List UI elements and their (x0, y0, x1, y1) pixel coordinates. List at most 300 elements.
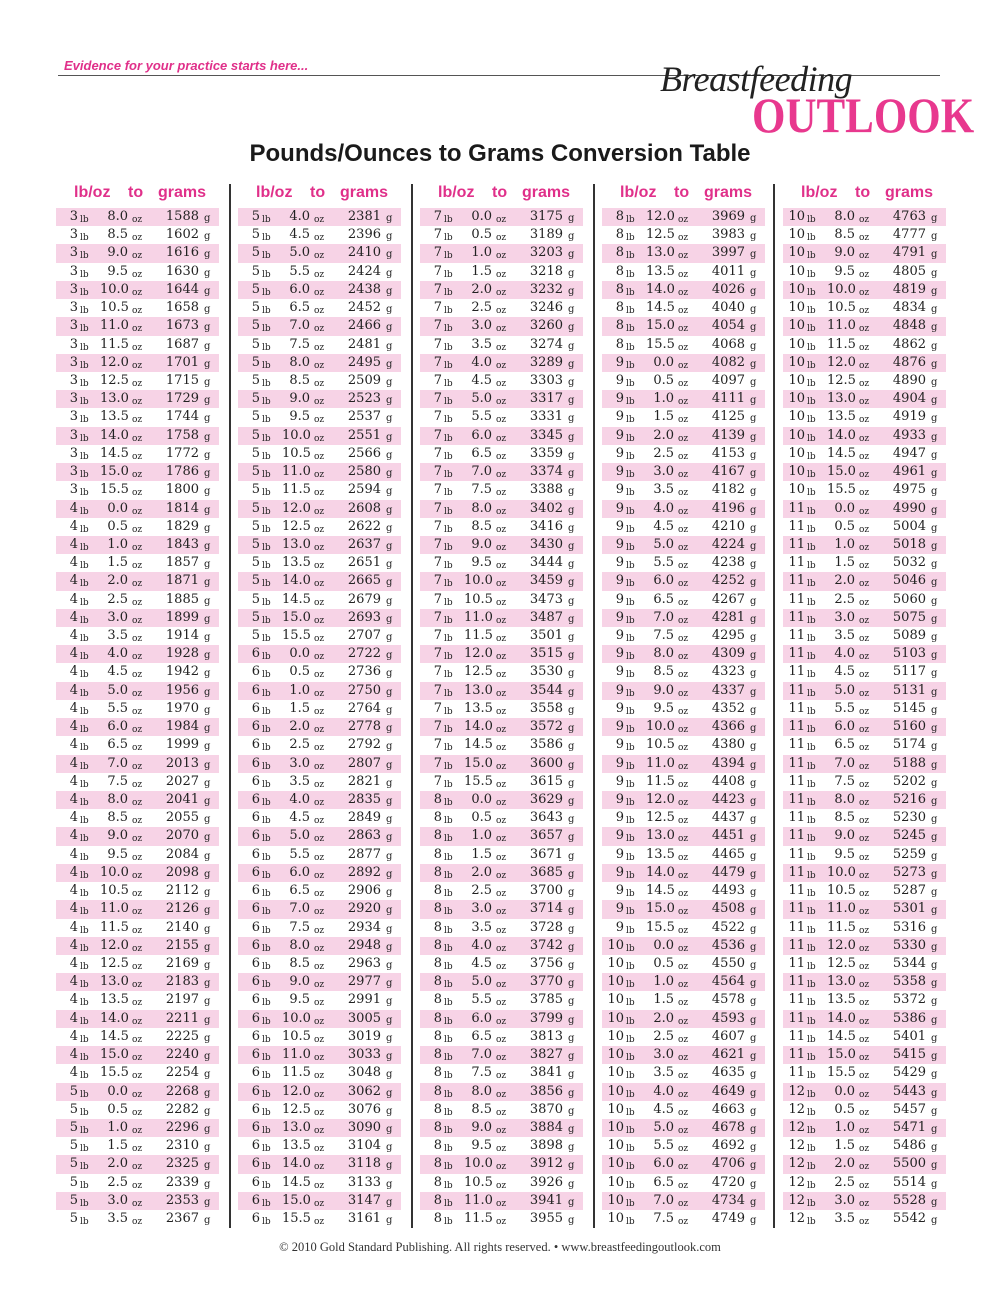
gram-unit: g (568, 486, 575, 498)
pound-value: 3 (69, 372, 78, 388)
table-row (602, 1046, 765, 1064)
pound-unit: lb (444, 725, 453, 736)
pound-unit: lb (807, 542, 816, 553)
ounce-value: 12.0 (646, 209, 675, 224)
ounce-value: 9.0 (289, 974, 310, 990)
header-grams: grams (158, 184, 207, 201)
pound-unit: lb (807, 415, 816, 426)
pound-value: 4 (69, 646, 78, 662)
gram-value: 4862 (892, 336, 926, 352)
gram-unit: g (750, 814, 757, 826)
pound-unit: lb (626, 1162, 635, 1173)
pound-value: 9 (615, 919, 624, 935)
gram-value: 3756 (529, 955, 563, 971)
ounce-value: 0.0 (834, 500, 855, 516)
ounce-value: 2.0 (834, 573, 855, 589)
pound-value: 8 (615, 336, 624, 352)
pound-unit: lb (444, 306, 453, 317)
gram-unit: g (386, 613, 393, 625)
gram-value: 2693 (347, 609, 381, 625)
ounce-unit: oz (678, 360, 689, 371)
pound-value: 3 (69, 300, 78, 316)
ounce-unit: oz (859, 324, 870, 335)
gram-unit: g (204, 358, 211, 370)
ounce-unit: oz (859, 852, 870, 863)
gram-unit: g (568, 267, 575, 279)
pound-unit: lb (80, 397, 89, 408)
gram-unit: g (931, 923, 938, 935)
pound-value: 7 (433, 682, 442, 698)
gram-value: 2537 (347, 409, 381, 425)
table-row (783, 955, 946, 973)
pound-value: 11 (788, 646, 805, 662)
pound-unit: lb (626, 324, 635, 335)
ounce-unit: oz (314, 1125, 325, 1136)
gram-value: 3118 (347, 1156, 381, 1172)
pound-value: 6 (251, 773, 260, 789)
gram-value: 3359 (529, 445, 563, 461)
pound-value: 6 (251, 1119, 260, 1135)
pound-value: 5 (251, 336, 260, 352)
ounce-unit: oz (859, 834, 870, 845)
pound-value: 5 (251, 536, 260, 552)
gram-value: 4408 (711, 773, 745, 789)
gram-value: 1715 (165, 372, 199, 388)
table-row (56, 755, 219, 773)
ounce-value: 8.5 (471, 518, 492, 534)
header-to: to (128, 184, 144, 201)
gram-value: 2027 (165, 773, 199, 789)
ounce-value: 8.0 (289, 354, 310, 370)
gram-unit: g (750, 978, 757, 990)
ounce-unit: oz (314, 1162, 325, 1173)
ounce-value: 0.0 (471, 792, 492, 807)
gram-value: 2155 (165, 937, 199, 953)
gram-value: 2920 (347, 901, 381, 917)
table-row (783, 645, 946, 663)
table-row (602, 809, 765, 827)
pound-value: 10 (788, 482, 805, 498)
pound-unit: lb (444, 1071, 453, 1082)
gram-unit: g (386, 249, 393, 261)
gram-unit: g (568, 814, 575, 826)
gram-unit: g (386, 1160, 393, 1172)
gram-value: 4026 (711, 281, 745, 297)
ounce-unit: oz (859, 1016, 870, 1027)
gram-unit: g (568, 577, 575, 589)
ounce-unit: oz (132, 488, 143, 499)
ounce-unit: oz (496, 524, 507, 535)
ounce-value: 11.0 (100, 318, 129, 334)
ounce-value: 10.0 (827, 281, 856, 297)
ounce-value: 15.5 (282, 628, 311, 644)
table-row (420, 1192, 583, 1210)
ounce-unit: oz (678, 907, 689, 918)
pound-unit: lb (80, 215, 89, 225)
gram-unit: g (750, 668, 757, 680)
gram-unit: g (931, 304, 938, 316)
gram-value: 4337 (711, 682, 745, 698)
pound-value: 4 (69, 719, 78, 735)
gram-value: 3955 (529, 1211, 563, 1227)
table-row (602, 226, 765, 244)
ounce-unit: oz (314, 415, 325, 426)
gram-value: 5316 (892, 919, 926, 935)
table-row (56, 1046, 219, 1064)
ounce-value: 13.5 (827, 992, 856, 1008)
pound-unit: lb (626, 907, 635, 918)
pound-unit: lb (262, 725, 271, 736)
gram-value: 3615 (529, 773, 563, 789)
gram-unit: g (568, 1123, 575, 1135)
ounce-value: 7.0 (289, 901, 310, 917)
pound-value: 11 (788, 682, 805, 698)
ounce-value: 7.5 (653, 1211, 674, 1227)
gram-value: 5372 (892, 992, 926, 1008)
ounce-unit: oz (678, 488, 689, 499)
ounce-unit: oz (314, 834, 325, 845)
pound-value: 7 (433, 737, 442, 753)
pound-unit: lb (444, 816, 453, 827)
ounce-value: 4.0 (289, 792, 310, 807)
pound-value: 5 (69, 1119, 78, 1135)
table-row (420, 645, 583, 663)
gram-unit: g (568, 1051, 575, 1063)
ounce-unit: oz (314, 360, 325, 371)
pound-value: 8 (615, 263, 624, 279)
pound-unit: lb (626, 925, 635, 936)
pound-unit: lb (444, 798, 453, 808)
ounce-unit: oz (314, 470, 325, 481)
ounce-value: 12.5 (646, 227, 675, 243)
table-row (602, 299, 765, 317)
ounce-unit: oz (496, 1125, 507, 1136)
table-row (56, 627, 219, 645)
table-row (420, 208, 583, 226)
table-row (56, 919, 219, 937)
gram-unit: g (931, 686, 938, 698)
gram-unit: g (204, 540, 211, 552)
ounce-value: 2.5 (653, 1028, 674, 1044)
gram-unit: g (204, 887, 211, 899)
pound-unit: lb (80, 943, 89, 954)
ounce-value: 1.5 (834, 1138, 855, 1154)
ounce-unit: oz (859, 725, 870, 736)
ounce-unit: oz (132, 251, 143, 262)
gram-value: 3345 (529, 427, 563, 443)
table-row (783, 226, 946, 244)
gram-unit: g (204, 504, 211, 516)
ounce-value: 6.0 (471, 1010, 492, 1026)
gram-value: 1744 (165, 409, 199, 425)
ounce-unit: oz (678, 980, 689, 991)
ounce-value: 7.5 (834, 773, 855, 789)
pound-unit: lb (807, 269, 816, 280)
ounce-value: 7.5 (471, 1065, 492, 1081)
pound-value: 6 (251, 1192, 260, 1208)
gram-value: 3983 (711, 227, 745, 243)
pound-unit: lb (807, 1125, 816, 1136)
gram-value: 2722 (347, 646, 381, 662)
table-row (238, 481, 401, 499)
gram-unit: g (204, 686, 211, 698)
pound-unit: lb (807, 1089, 816, 1100)
gram-value: 5089 (892, 628, 926, 644)
gram-unit: g (750, 996, 757, 1008)
gram-unit: g (204, 1105, 211, 1117)
pound-value: 9 (615, 810, 624, 826)
gram-value: 5145 (892, 700, 926, 716)
gram-unit: g (204, 777, 211, 789)
ounce-value: 13.5 (464, 700, 493, 716)
gram-unit: g (386, 267, 393, 279)
gram-value: 1857 (165, 555, 199, 571)
ounce-unit: oz (314, 961, 325, 972)
gram-unit: g (386, 413, 393, 425)
ounce-unit: oz (496, 998, 507, 1009)
pound-value: 4 (69, 700, 78, 716)
gram-value: 5131 (892, 682, 926, 698)
gram-value: 4111 (711, 391, 745, 407)
ounce-unit: oz (496, 506, 507, 517)
gram-value: 1658 (165, 300, 199, 316)
pound-value: 7 (433, 245, 442, 261)
gram-unit: g (750, 486, 757, 498)
ounce-value: 4.5 (653, 518, 674, 534)
gram-value: 4295 (711, 628, 745, 644)
gram-unit: g (750, 759, 757, 771)
table-row (420, 682, 583, 700)
ounce-unit: oz (496, 306, 507, 317)
pound-unit: lb (444, 542, 453, 553)
ounce-value: 6.0 (653, 1156, 674, 1172)
pound-unit: lb (626, 561, 635, 572)
ounce-value: 8.5 (653, 664, 674, 680)
gram-value: 3289 (529, 354, 563, 370)
ounce-value: 13.5 (282, 1138, 311, 1154)
gram-unit: g (750, 1087, 757, 1099)
pound-unit: lb (626, 1198, 635, 1209)
gram-value: 2140 (165, 919, 199, 935)
ounce-unit: oz (314, 342, 325, 353)
pound-value: 5 (251, 518, 260, 534)
pound-value: 11 (788, 992, 805, 1008)
ounce-unit: oz (314, 524, 325, 535)
gram-unit: g (386, 1142, 393, 1154)
pound-value: 8 (433, 1101, 442, 1117)
ounce-value: 9.5 (471, 1138, 492, 1154)
ounce-unit: oz (132, 943, 143, 954)
ounce-unit: oz (132, 634, 143, 645)
pound-value: 8 (433, 919, 442, 935)
table-row (602, 1083, 765, 1101)
gram-unit: g (204, 267, 211, 279)
gram-value: 4267 (711, 591, 745, 607)
pound-value: 10 (788, 281, 805, 297)
ounce-value: 1.5 (653, 992, 674, 1008)
gram-value: 5160 (892, 719, 926, 735)
table-row (420, 1155, 583, 1173)
ounce-unit: oz (132, 961, 143, 972)
pound-value: 11 (788, 792, 805, 807)
ounce-value: 7.5 (289, 919, 310, 935)
pound-unit: lb (262, 1125, 271, 1136)
table-row (56, 263, 219, 281)
ounce-value: 11.5 (827, 919, 856, 935)
table-row (783, 572, 946, 590)
gram-value: 3430 (529, 536, 563, 552)
gram-value: 2466 (347, 318, 381, 334)
gram-unit: g (568, 832, 575, 844)
pound-unit: lb (262, 925, 271, 936)
table-row (238, 427, 401, 445)
gram-value: 2424 (347, 263, 381, 279)
pound-unit: lb (807, 816, 816, 827)
ounce-unit: oz (496, 1107, 507, 1118)
pound-value: 6 (251, 646, 260, 662)
gram-unit: g (204, 1178, 211, 1190)
pound-unit: lb (807, 670, 816, 681)
ounce-value: 12.5 (282, 1101, 311, 1117)
gram-unit: g (568, 358, 575, 370)
pound-unit: lb (807, 1144, 816, 1155)
ounce-unit: oz (496, 1144, 507, 1155)
gram-unit: g (750, 868, 757, 880)
ounce-unit: oz (678, 943, 689, 954)
gram-value: 3062 (347, 1083, 381, 1099)
ounce-value: 1.0 (653, 391, 674, 407)
pound-unit: lb (80, 233, 89, 244)
gram-value: 4380 (711, 737, 745, 753)
pound-value: 8 (433, 901, 442, 917)
ounce-unit: oz (859, 342, 870, 353)
pound-unit: lb (80, 415, 89, 426)
pound-value: 11 (788, 1028, 805, 1044)
pound-value: 9 (615, 391, 624, 407)
table-row (783, 317, 946, 335)
pound-unit: lb (262, 1053, 271, 1064)
ounce-unit: oz (496, 360, 507, 371)
pound-value: 9 (615, 464, 624, 480)
ounce-value: 10.5 (282, 1028, 311, 1044)
ounce-value: 8.5 (289, 955, 310, 971)
table-row (602, 955, 765, 973)
ounce-value: 4.0 (653, 500, 674, 516)
pound-unit: lb (80, 652, 89, 663)
table-row (238, 736, 401, 754)
gram-unit: g (931, 814, 938, 826)
table-row (420, 281, 583, 299)
pound-value: 10 (607, 1065, 624, 1081)
table-row (238, 755, 401, 773)
pound-unit: lb (262, 470, 271, 481)
gram-unit: g (568, 650, 575, 662)
gram-unit: g (386, 1123, 393, 1135)
pound-value: 6 (251, 755, 260, 771)
ounce-value: 9.5 (471, 555, 492, 571)
table-row (238, 518, 401, 536)
gram-unit: g (931, 340, 938, 352)
gram-unit: g (568, 1087, 575, 1099)
table-row (56, 1137, 219, 1155)
gram-unit: g (204, 1215, 211, 1227)
pound-value: 6 (251, 1174, 260, 1190)
table-row (602, 900, 765, 918)
ounce-unit: oz (496, 961, 507, 972)
ounce-unit: oz (314, 998, 325, 1009)
ounce-unit: oz (132, 233, 143, 244)
table-row (420, 700, 583, 718)
table-row (420, 1010, 583, 1028)
gram-unit: g (386, 1014, 393, 1026)
gram-value: 3969 (711, 209, 745, 224)
table-row (420, 955, 583, 973)
table-row (56, 1101, 219, 1119)
table-row (783, 591, 946, 609)
gram-value: 2651 (347, 555, 381, 571)
ounce-value: 11.5 (464, 628, 493, 644)
pound-unit: lb (444, 1089, 453, 1100)
pound-value: 8 (433, 883, 442, 899)
pound-unit: lb (626, 433, 635, 444)
ounce-value: 15.0 (282, 1192, 311, 1208)
gram-value: 5117 (892, 664, 926, 680)
pound-unit: lb (444, 1053, 453, 1064)
gram-value: 1885 (165, 591, 199, 607)
gram-value: 4437 (711, 810, 745, 826)
ounce-unit: oz (678, 306, 689, 317)
pound-value: 4 (69, 1010, 78, 1026)
table-row (56, 900, 219, 918)
pound-unit: lb (626, 360, 635, 371)
gram-value: 2396 (347, 227, 381, 243)
ounce-value: 4.0 (471, 937, 492, 953)
pound-value: 9 (615, 500, 624, 516)
ounce-unit: oz (314, 488, 325, 499)
gram-unit: g (204, 1142, 211, 1154)
gram-value: 4040 (711, 300, 745, 316)
table-row (783, 1064, 946, 1082)
pound-value: 9 (615, 427, 624, 443)
gram-unit: g (750, 923, 757, 935)
table-row (56, 554, 219, 572)
table-row (783, 755, 946, 773)
gram-unit: g (386, 668, 393, 680)
table-row (420, 481, 583, 499)
gram-value: 2495 (347, 354, 381, 370)
pound-unit: lb (807, 652, 816, 663)
pound-value: 7 (433, 445, 442, 461)
pound-value: 7 (433, 719, 442, 735)
gram-unit: g (750, 905, 757, 917)
pound-unit: lb (807, 870, 816, 881)
pound-value: 7 (433, 773, 442, 789)
pound-unit: lb (807, 743, 816, 754)
pound-unit: lb (626, 961, 635, 972)
pound-value: 8 (433, 1138, 442, 1154)
header-lboz: lb/oz (256, 184, 293, 201)
pound-value: 4 (69, 792, 78, 807)
gram-value: 4890 (892, 372, 926, 388)
ounce-unit: oz (678, 1016, 689, 1027)
ounce-unit: oz (678, 1162, 689, 1173)
gram-unit: g (750, 304, 757, 316)
ounce-unit: oz (496, 688, 507, 699)
pound-value: 5 (251, 500, 260, 516)
ounce-value: 3.5 (653, 482, 674, 498)
pound-value: 8 (433, 1028, 442, 1044)
table-row (56, 1155, 219, 1173)
